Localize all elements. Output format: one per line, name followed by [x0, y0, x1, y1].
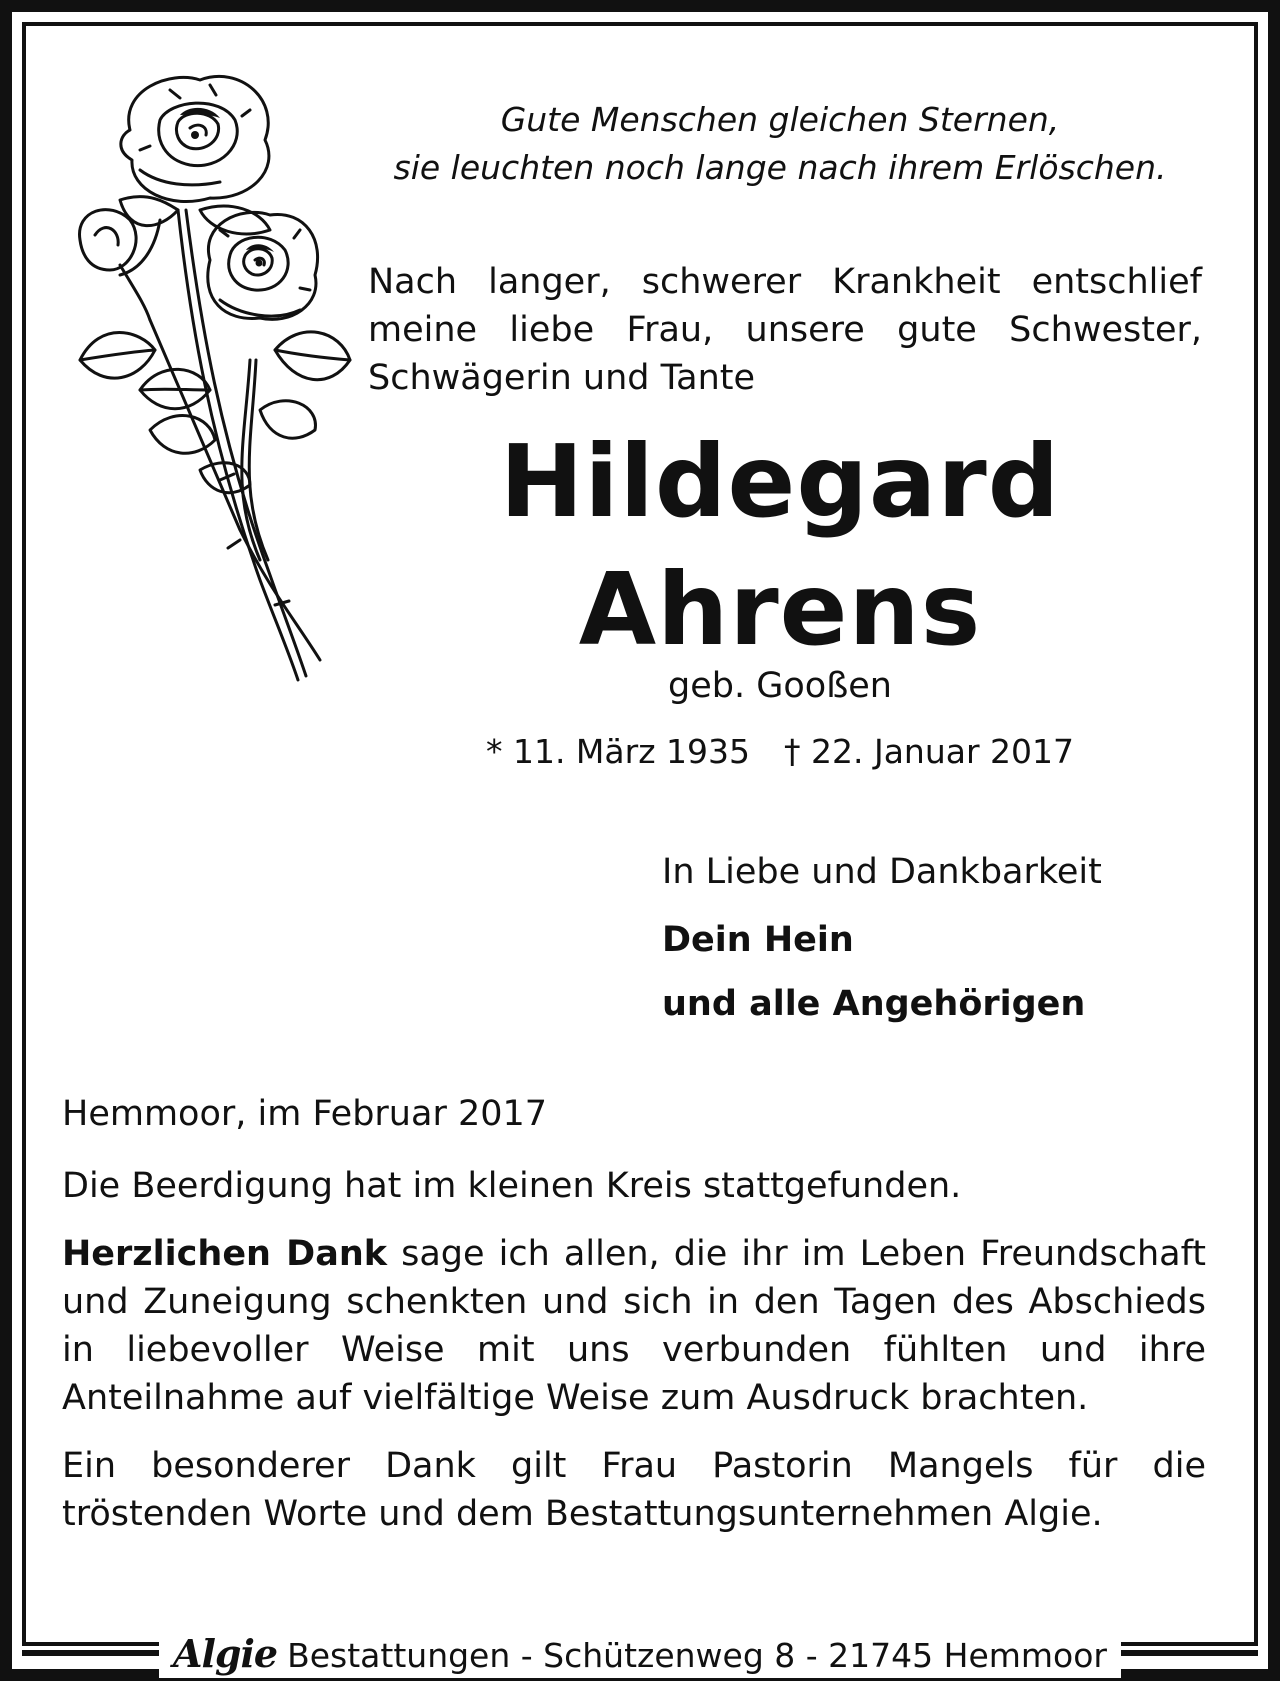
thanks-paragraph	[62, 1230, 1206, 1422]
thanks-rest: sage ich allen, die ihr im Leben Freundschaft und Zuneigung schenkten und sich in den Tagen des Abschieds in liebevoller Weise mit uns verbunden fühlten und ihre Anteilnahme auf vielfältige Weise zum Ausdruck brachten.	[62, 1234, 1206, 1418]
body-text	[62, 1090, 1206, 1538]
closing-line-3: und alle Angehörigen	[662, 984, 1086, 1024]
closing-block	[662, 848, 1222, 1028]
closing-line-2: Dein Hein	[662, 920, 854, 960]
closing-line-1: In Liebe und Dankbarkeit	[662, 852, 1102, 892]
deceased-name	[430, 418, 1130, 674]
place-date: Hemmoor, im Februar 2017	[62, 1094, 548, 1134]
footer-address: Bestattungen - Schützenweg 8 - 21745 Hemmoor	[287, 1636, 1108, 1675]
footer	[0, 1631, 1280, 1680]
motto	[360, 96, 1200, 192]
life-dates	[430, 730, 1130, 774]
thanks-bold: Herzlichen Dank	[62, 1234, 388, 1274]
first-name: Hildegard	[499, 423, 1061, 540]
maiden-name: geb. Gooßen	[668, 666, 892, 706]
algie-logo: Algie	[172, 1631, 278, 1676]
birth-date: * 11. März 1935	[485, 732, 750, 771]
intro-text: Nach langer, schwerer Krankheit entschlief meine liebe Frau, unsere gute Schwester, Schwägerin und Tante	[368, 262, 1202, 398]
motto-line-2: sie leuchten noch lange nach ihrem Erlöschen.	[393, 148, 1167, 187]
death-date: † 22. Januar 2017	[784, 732, 1075, 771]
last-name: Ahrens	[578, 551, 982, 668]
burial-notice: Die Beerdigung hat im kleinen Kreis stattgefunden.	[62, 1166, 962, 1206]
special-thanks: Ein besonderer Dank gilt Frau Pastorin Mangels für die tröstenden Worte und dem Bestattungsunternehmen Algie.	[62, 1446, 1206, 1534]
rose-illustration-icon	[60, 60, 360, 690]
footer-text-block	[159, 1632, 1121, 1678]
motto-line-1: Gute Menschen gleichen Sternen,	[500, 100, 1060, 139]
